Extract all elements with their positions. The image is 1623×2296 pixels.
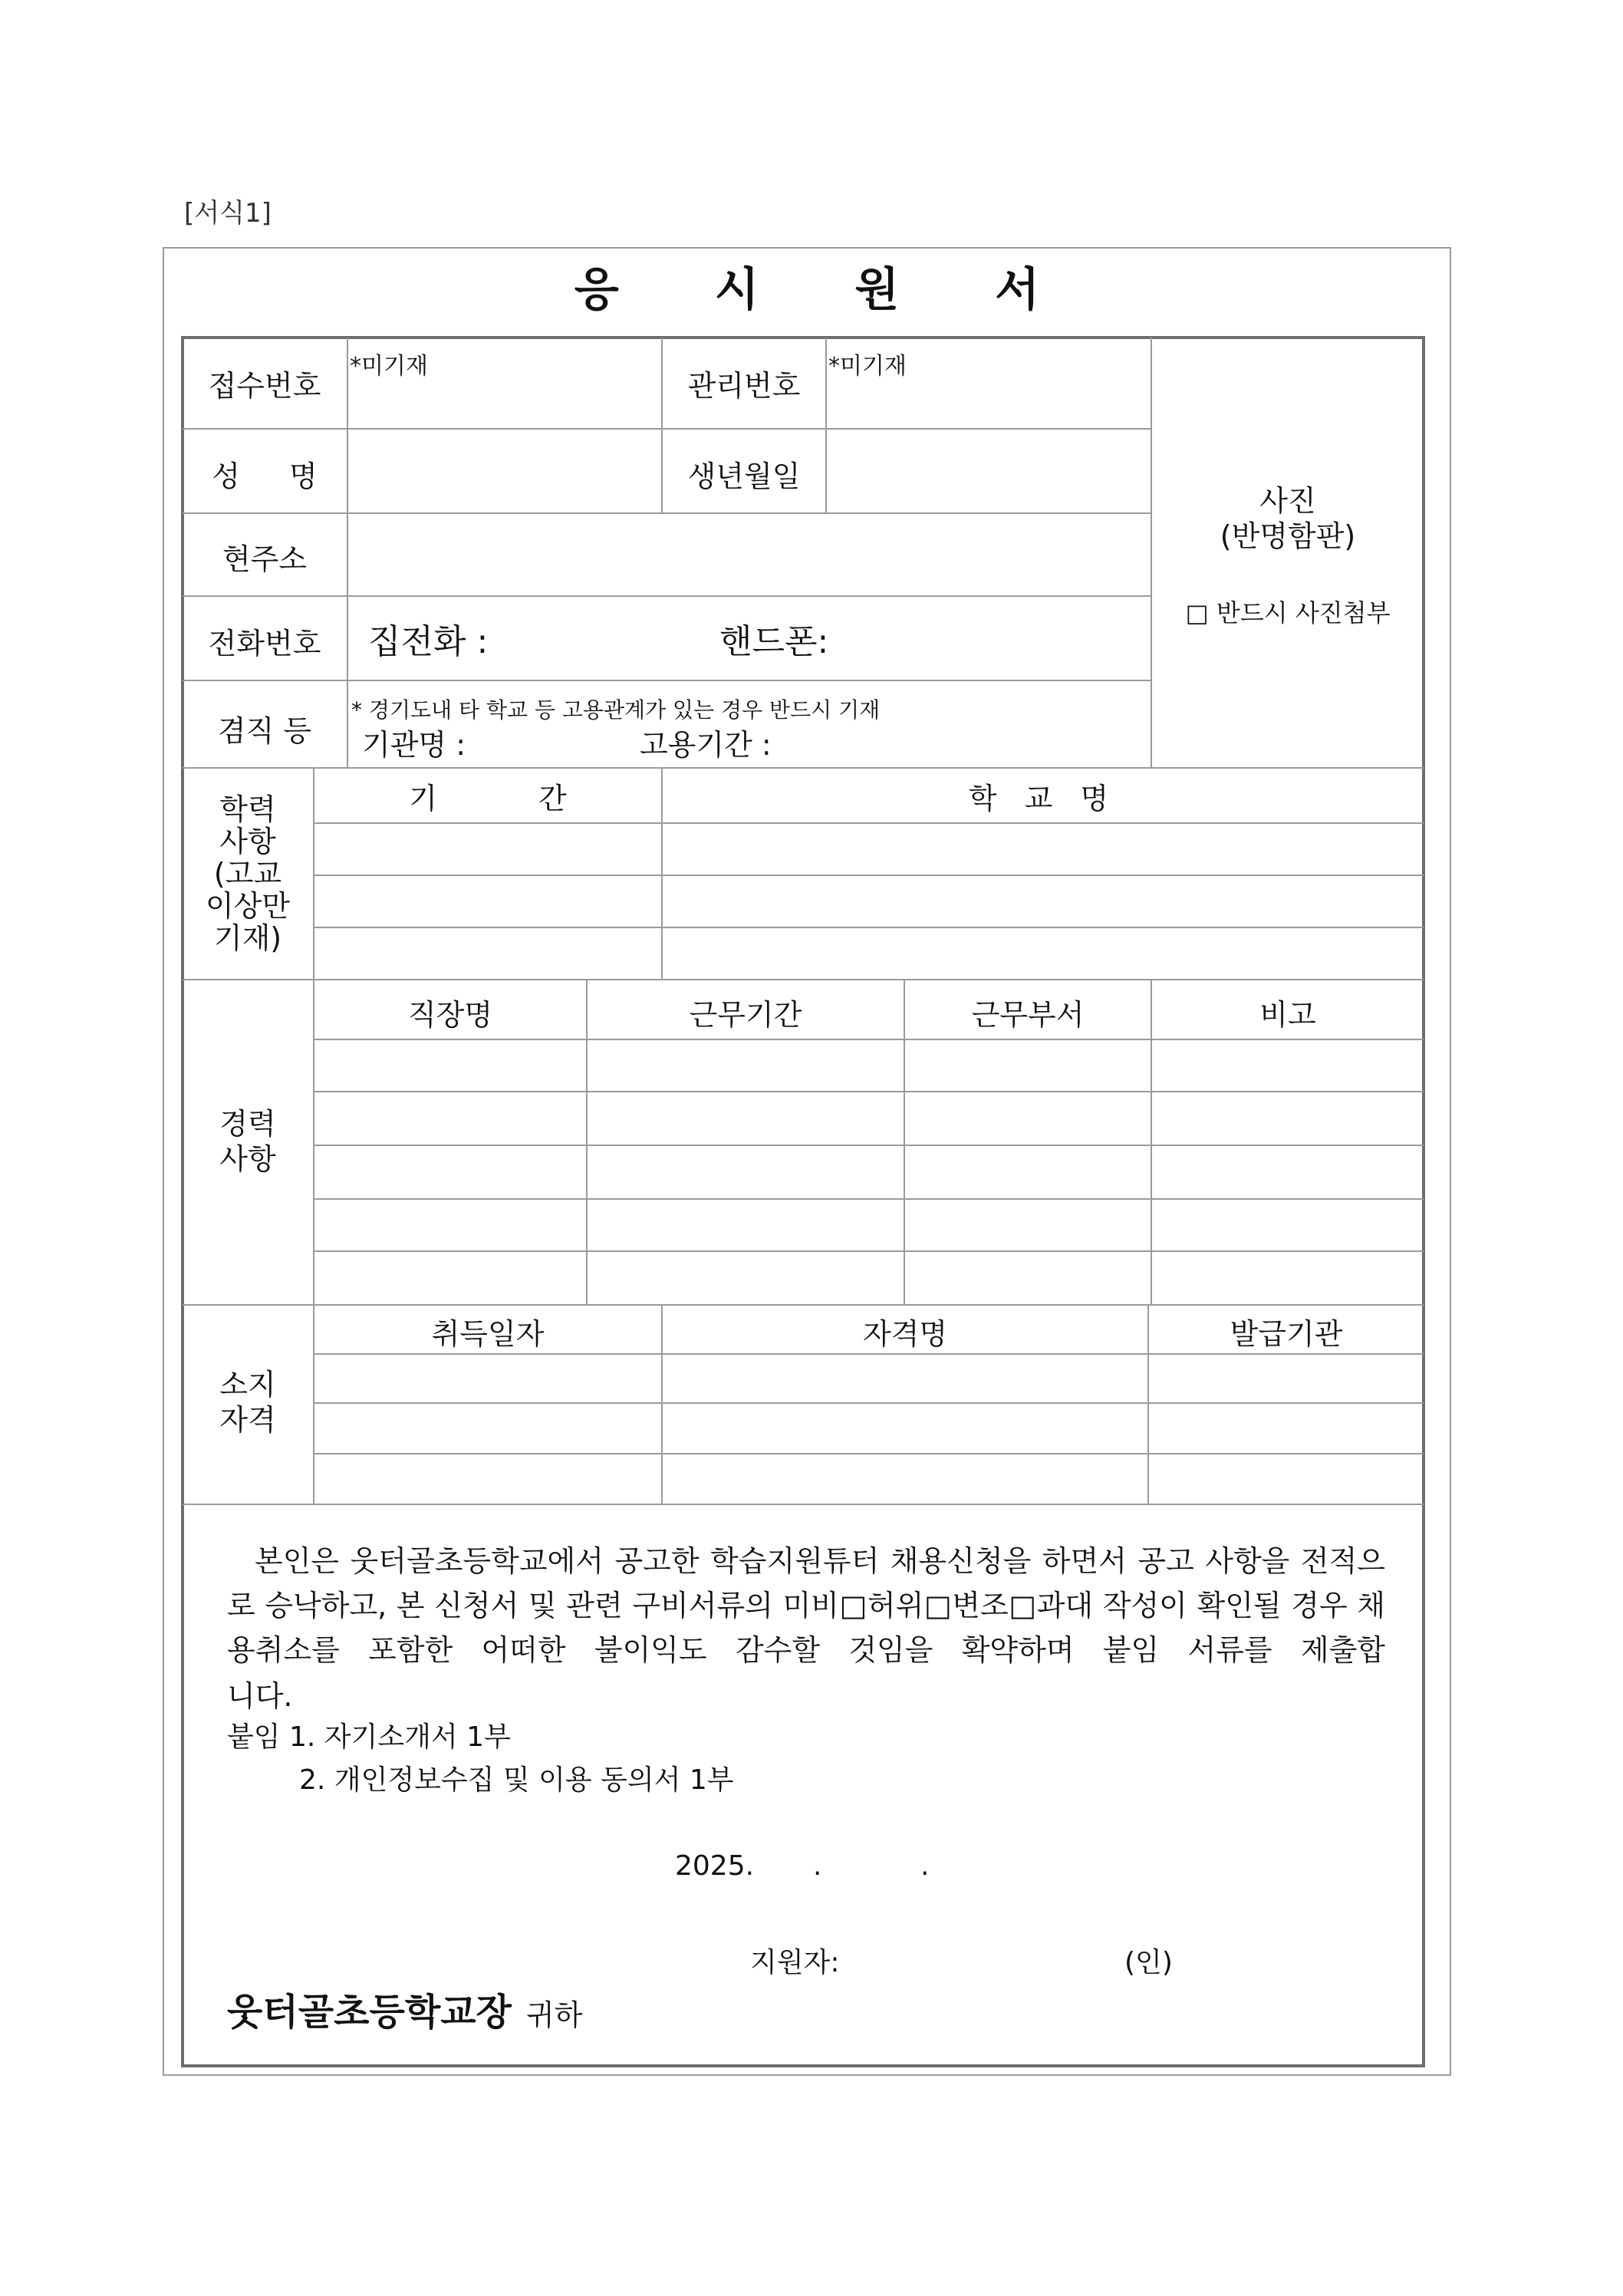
attachment-item-1: 붙임 1. 자기소개서 1부 (227, 1721, 511, 1753)
grid-line (314, 1250, 1424, 1252)
education-section-label: 학력 사항 (고교 이상만 기재) (205, 792, 291, 955)
date-month-dot: . (813, 1850, 822, 1882)
career-work-period-header: 근무기간 (689, 998, 802, 1032)
grid-line (314, 1353, 1424, 1355)
address-label: 현주소 (222, 542, 308, 576)
home-phone-label: 집전화 : (368, 622, 489, 661)
career-department-header: 근무부서 (971, 998, 1085, 1032)
reception-number-label: 접수번호 (208, 369, 321, 403)
birth-date-field[interactable] (827, 430, 1151, 512)
organization-name-label: 기관명 : (362, 728, 466, 762)
grid-line (314, 1198, 1424, 1200)
career-remarks-header: 비고 (1259, 998, 1316, 1032)
career-workplace-header: 직장명 (407, 998, 493, 1032)
declaration-paragraph: 본인은 웃터골초등학교에서 공고한 학습지원튜터 채용신청을 하면서 공고 사항을 전적으로 승낙하고, 본 신청서 및 관련 구비서류의 미비□허위□변조□과대 작성이 확인될 경우 채용취소를 포함한 어떠한 불이익도 감수할 것임을 확약하며 붙임 서류를 제출합 (227, 1544, 1385, 1667)
career-section-label: 경력 사항 (219, 1107, 276, 1176)
birth-date-label: 생년월일 (687, 460, 801, 493)
declaration-paragraph-end: 니다. (227, 1679, 293, 1713)
form-title: 응 시 원 서 (574, 263, 1080, 317)
education-period-header: 기 간 (409, 782, 613, 815)
employment-period-label: 고용기간 : (640, 728, 772, 762)
section-divider (183, 1504, 1424, 1505)
management-number-note: *미기재 (828, 353, 907, 380)
education-school-header: 학 교 명 (968, 782, 1118, 815)
name-field[interactable] (348, 430, 661, 512)
photo-subtitle: (반명함판) (1220, 519, 1356, 553)
grid-line (183, 680, 1151, 681)
grid-line (314, 1402, 1424, 1404)
form-number-label: [서식1] (184, 198, 272, 229)
concurrent-job-label: 겸직 등 (217, 714, 312, 748)
license-section-label: 소지 자격 (219, 1368, 276, 1437)
grid-line (314, 1039, 1424, 1040)
grid-line (314, 1453, 1424, 1454)
attachment-item-2: 2. 개인정보수집 및 이용 동의서 1부 (299, 1764, 734, 1796)
management-number-label: 관리번호 (687, 369, 801, 403)
grid-line (314, 875, 1424, 876)
license-issuer-header: 발급기관 (1230, 1317, 1343, 1351)
license-date-header: 취득일자 (431, 1317, 545, 1351)
mobile-phone-label: 핸드폰: (719, 622, 829, 661)
date-year: 2025. (675, 1850, 755, 1882)
date-day-dot: . (920, 1850, 930, 1882)
concurrent-job-note: * 경기도내 타 학교 등 고용관계가 있는 경우 반드시 기재 (351, 697, 881, 723)
recipient-honorific: 귀하 (526, 1998, 583, 2032)
name-label: 성 명 (212, 460, 337, 493)
address-field[interactable] (348, 514, 1151, 595)
grid-line (314, 822, 1424, 824)
applicant-label: 지원자: (750, 1947, 840, 1978)
reception-number-note: *미기재 (350, 353, 428, 380)
photo-title: 사진 (1259, 484, 1316, 518)
license-name-header: 자격명 (862, 1317, 948, 1351)
section-divider (183, 767, 1424, 769)
phone-label: 전화번호 (208, 627, 321, 660)
section-divider (183, 1304, 1424, 1306)
photo-attach-checkbox[interactable]: □ 반드시 사진첨부 (1185, 598, 1391, 628)
grid-line (314, 927, 1424, 928)
recipient-name: 웃터골초등학교장 (227, 1991, 512, 2034)
grid-line (183, 595, 1151, 597)
grid-line (314, 1145, 1424, 1146)
seal-label: (인) (1124, 1947, 1173, 1978)
section-divider (183, 979, 1424, 980)
grid-line (314, 1091, 1424, 1092)
grid-line (313, 767, 314, 1504)
